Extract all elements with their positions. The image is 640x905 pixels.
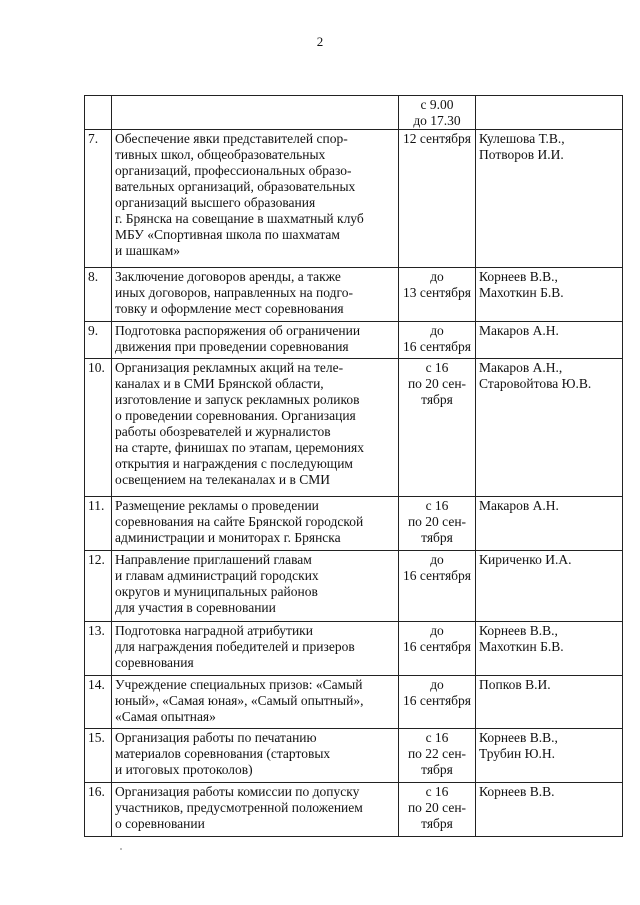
row-date: с 16 по 20 сен- тября — [399, 497, 476, 551]
row-responsible: Макаров А.Н. — [476, 322, 623, 359]
row-date: до 16 сентября — [399, 676, 476, 729]
row-number: 15. — [85, 729, 112, 783]
table-row — [85, 268, 623, 322]
table-row — [85, 551, 623, 622]
row-date: до 16 сентября — [399, 622, 476, 676]
row-number: 14. — [85, 676, 112, 729]
table-row — [85, 622, 623, 676]
row-number: 8. — [85, 268, 112, 322]
row-responsible: Корнеев В.В., Трубин Ю.Н. — [476, 729, 623, 783]
row-date: до 16 сентября — [399, 551, 476, 622]
event-plan-table — [84, 95, 623, 837]
row-number: 16. — [85, 783, 112, 837]
row-number: 11. — [85, 497, 112, 551]
row-responsible: Корнеев В.В. — [476, 783, 623, 837]
row-number: 10. — [85, 359, 112, 497]
row-task: Направление приглашений главам и главам администраций городских округов и муниципальных районов для участия в соревновании — [112, 551, 399, 622]
table-row — [85, 322, 623, 359]
row-responsible: Кириченко И.А. — [476, 551, 623, 622]
table-row — [85, 783, 623, 837]
row-number — [85, 96, 112, 130]
row-task: Организация рекламных акций на теле- каналах и в СМИ Брянской области, изготовление и запуск рекламных роликов о проведении соревнования. Организация работы обозревателей и журналистов на старте, финишах по этапам, церемониях открытия и награждения с последующим освещением на телеканалах и в СМИ — [112, 359, 399, 497]
row-task: Заключение договоров аренды, а также иных договоров, направленных на подго- товку и оформление мест соревнования — [112, 268, 399, 322]
row-task: Учреждение специальных призов: «Самый юный», «Самая юная», «Самый опытный», «Самая опытная» — [112, 676, 399, 729]
row-responsible — [476, 96, 623, 130]
table-row — [85, 497, 623, 551]
row-responsible: Корнеев В.В., Махоткин Б.В. — [476, 622, 623, 676]
row-date: с 16 по 22 сен- тября — [399, 729, 476, 783]
row-number: 12. — [85, 551, 112, 622]
page-number: 2 — [316, 34, 324, 49]
row-task — [112, 96, 399, 130]
row-responsible: Корнеев В.В., Махоткин Б.В. — [476, 268, 623, 322]
row-responsible: Макаров А.Н., Старовойтова Ю.В. — [476, 359, 623, 497]
row-responsible: Кулешова Т.В., Потворов И.И. — [476, 130, 623, 268]
row-number: 9. — [85, 322, 112, 359]
row-task: Организация работы комиссии по допуску участников, предусмотренной положением о соревновании — [112, 783, 399, 837]
row-task: Подготовка наградной атрибутики для награждения победителей и призеров соревнования — [112, 622, 399, 676]
table-row — [85, 676, 623, 729]
row-responsible: Макаров А.Н. — [476, 497, 623, 551]
row-date: 12 сентября — [399, 130, 476, 268]
row-task: Обеспечение явки представителей спор- тивных школ, общеобразовательных организаций, профессиональных образо- вательных организаций, образовательных организаций высшего образования г. Брянска на совещание в шахматный клуб МБУ «Спортивная школа по шахматам и шашкам» — [112, 130, 399, 268]
row-date: с 16 по 20 сен- тября — [399, 783, 476, 837]
row-date: с 9.00 до 17.30 — [399, 96, 476, 130]
table-row — [85, 359, 623, 497]
row-number: 7. — [85, 130, 112, 268]
row-responsible: Попков В.И. — [476, 676, 623, 729]
row-task: Подготовка распоряжения об ограничении движения при проведении соревнования — [112, 322, 399, 359]
row-date: с 16 по 20 сен- тября — [399, 359, 476, 497]
table-row — [85, 729, 623, 783]
table-row — [85, 130, 623, 268]
table-row — [85, 96, 623, 130]
row-date: до 16 сентября — [399, 322, 476, 359]
row-date: до 13 сентября — [399, 268, 476, 322]
row-task: Размещение рекламы о проведении соревнования на сайте Брянской городской администрации и мониторах г. Брянска — [112, 497, 399, 551]
row-task: Организация работы по печатанию материалов соревнования (стартовых и итоговых протоколов) — [112, 729, 399, 783]
row-number: 13. — [85, 622, 112, 676]
scan-speck — [120, 848, 122, 850]
